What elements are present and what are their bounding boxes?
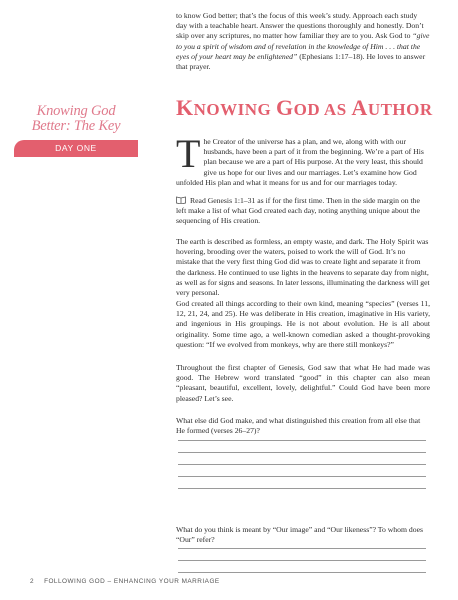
paragraph-text: he Creator of the universe has a plan, and we, along with with our husbands, have been a part of it from the beginning. We’re a part of His plan because we are a part of His purpose. At the very least, this should give us hope for our lives and our marriages. Let’s examine how God unfolded His plan and what it means for us and for our marriages today.: [176, 137, 424, 187]
paragraph-earth: The earth is described as formless, an empty waste, and dark. The Holy Spirit was hovering, brooding over the waters, poised to work the will of God. It’s no mistake that the very first thing God did was to create light and separate it from the darkness. He continued to use lights in the heavens to separate day from night, as well as for signs and seasons. In later lessons, illuminating the darkness will get very personal.: [176, 237, 430, 298]
book-icon: [176, 196, 186, 204]
page-footer: [30, 578, 220, 585]
lesson-heading: KNOWING GOD AS AUTHOR: [176, 95, 433, 120]
answer-line[interactable]: [178, 476, 426, 477]
question-creation: What else did God make, and what distinguished this creation from all else that He formed (verses 26–27)?: [176, 416, 421, 436]
intro-quote: “give to you a spirit of wisdom and of revelation in the knowledge of Him . . . that the eyes of your heart may be enlightened”: [176, 31, 430, 61]
answer-line[interactable]: [178, 548, 426, 549]
intro-reference: (Ephesians 1:17–18). He loves to answer that prayer.: [176, 51, 426, 72]
instruction-text: Read Genesis 1:1–31 as if for the first time. Then in the side margin on the left make a list of what God created each day, noting anything unique about the sequencing of His creation.: [176, 196, 420, 226]
scripture-instruction: [176, 196, 430, 227]
intro-text: to know God better; that’s the focus of this week’s study. Approach each study day with a teachable heart. Answer the questions thoroughly and honestly. Don’t skip over any scriptures, no matter how familiar they are to you. Ask God to: [176, 11, 424, 41]
question-image: What do you think is meant by “Our image” and “Our likeness”? To whom does “Our” refer?: [176, 525, 423, 545]
answer-line[interactable]: [178, 488, 426, 489]
answer-line[interactable]: [178, 572, 426, 573]
book-title: FOLLOWING GOD – ENHANCING YOUR MARRIAGE: [44, 578, 220, 585]
intro-paragraph: [176, 11, 430, 72]
day-label: DAY ONE: [14, 140, 138, 157]
day-tab: [14, 104, 138, 157]
tab-title-line1: Knowing God: [36, 103, 116, 119]
answer-line[interactable]: [178, 440, 426, 441]
paragraph-good: Throughout the first chapter of Genesis, God saw that what He had made was good. The Hebrew word translated “good” in this chapter can also mean “pleasant, beautiful, excellent, lovely, delightful.” Could God have been more pleased? Let’s see.: [176, 363, 430, 403]
answer-line[interactable]: [178, 452, 426, 453]
drop-cap: T: [176, 131, 201, 176]
answer-line[interactable]: [178, 464, 426, 465]
tab-title: [14, 104, 138, 134]
page-number: 2: [30, 578, 35, 585]
tab-title-line2: Better: The Key: [31, 118, 121, 134]
answer-line[interactable]: [178, 560, 426, 561]
paragraph-species: God created all things according to their own kind, meaning “species” (verses 11, 12, 21, 24, and 25). He was deliberate in His creation, imaginative in His variety, and ingenious in His groupings. He is not about evolution. He is all about originality. Some time ago, a well-known comedian asked a thought-provoking question: “If we evolved from monkeys, why are there still monkeys?”: [176, 299, 430, 349]
paragraph-intro: [176, 131, 430, 188]
